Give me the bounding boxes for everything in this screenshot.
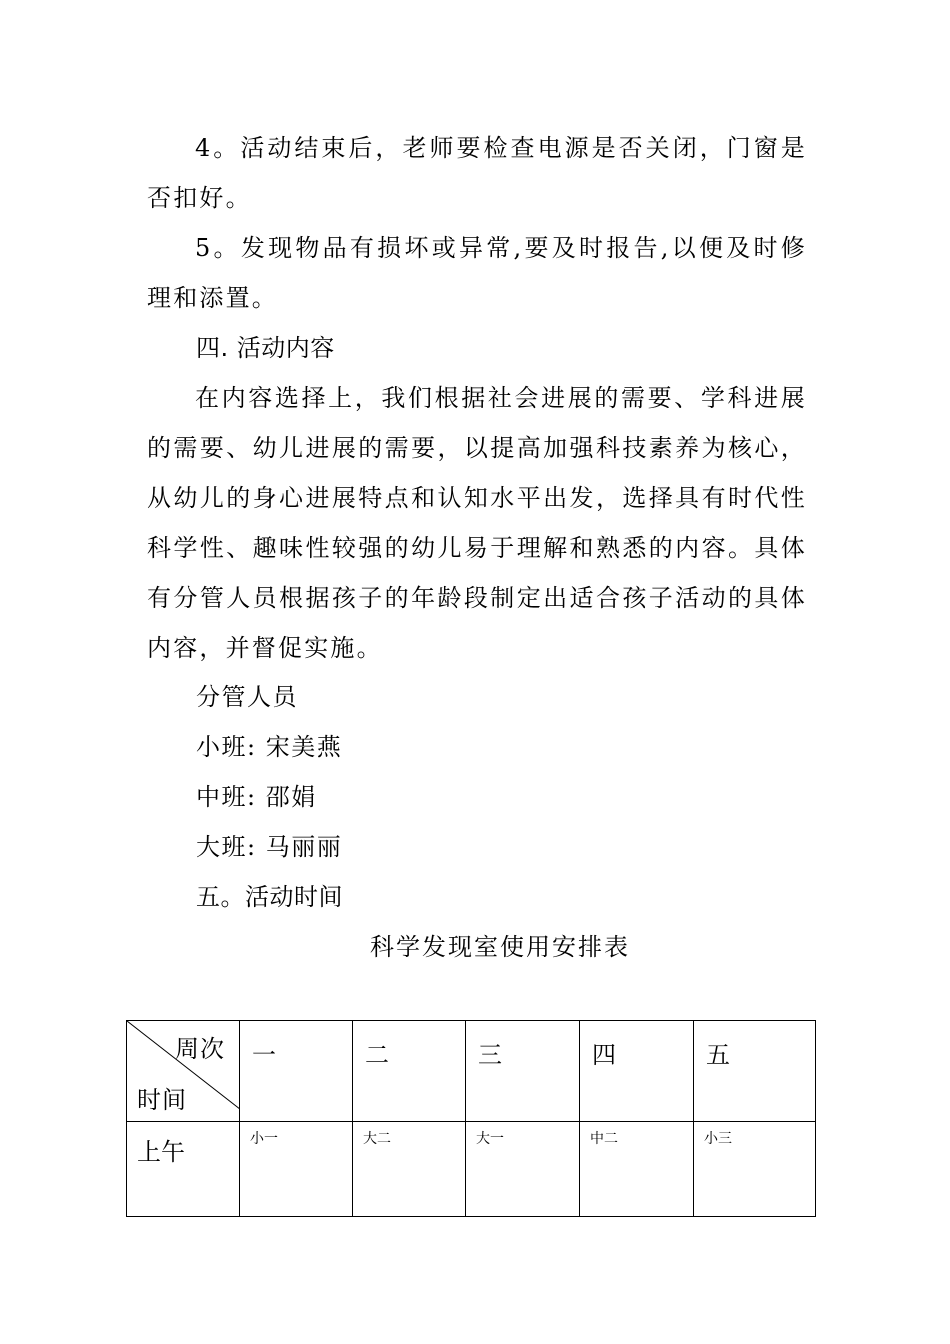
class-assignment: 中二 — [590, 1131, 618, 1147]
table-row — [127, 1122, 816, 1217]
day-label: 一 — [252, 1041, 276, 1069]
corner-label-time: 时间 — [137, 1086, 187, 1114]
row-label: 上午 — [137, 1138, 185, 1166]
table-header-row — [127, 1021, 816, 1122]
section-heading-content: 四. 活动内容 — [196, 334, 335, 362]
day-header — [466, 1021, 580, 1122]
day-header — [580, 1021, 694, 1122]
corner-cell — [127, 1021, 240, 1122]
day-header — [694, 1021, 816, 1122]
paragraph-item-4: 4。活动结束后，老师要检查电源是否关闭，门窗是否扣好。 — [147, 134, 807, 212]
table-cell — [240, 1122, 353, 1217]
day-label: 五 — [706, 1041, 730, 1069]
table-cell — [466, 1122, 580, 1217]
class-assignment: 小一 — [250, 1131, 278, 1147]
day-header — [240, 1021, 353, 1122]
paragraph-item-5: 5。发现物品有损坏或异常,要及时报告,以便及时修理和添置。 — [147, 234, 807, 312]
table-title: 科学发现室使用安排表 — [370, 933, 630, 961]
schedule-table — [126, 1020, 816, 1217]
class-assignment: 大二 — [363, 1131, 391, 1147]
staff-middle-class: 中班: 邵娟 — [196, 783, 317, 811]
day-label: 四 — [592, 1041, 616, 1069]
class-assignment: 大一 — [476, 1131, 504, 1147]
day-header — [353, 1021, 466, 1122]
corner-label-week: 周次 — [175, 1035, 225, 1063]
table-cell — [580, 1122, 694, 1217]
day-label: 二 — [365, 1041, 389, 1069]
table-cell — [694, 1122, 816, 1217]
paragraph-content: 在内容选择上，我们根据社会进展的需要、学科进展的需要、幼儿进展的需要，以提高加强科技素养为核心，从幼儿的身心进展特点和认知水平出发，选择具有时代性科学性、趣味性较强的幼儿易于理解和熟悉的内容。具体有分管人员根据孩子的年龄段制定出适合孩子活动的具体内容，并督促实施。 — [147, 384, 807, 662]
day-label: 三 — [478, 1041, 502, 1069]
row-label-cell — [127, 1122, 240, 1217]
staff-small-class: 小班: 宋美燕 — [196, 733, 343, 761]
staff-title: 分管人员 — [196, 683, 298, 711]
class-assignment: 小三 — [704, 1131, 732, 1147]
staff-large-class: 大班: 马丽丽 — [196, 833, 343, 861]
table-cell — [353, 1122, 466, 1217]
section-heading-time: 五。活动时间 — [196, 883, 343, 911]
